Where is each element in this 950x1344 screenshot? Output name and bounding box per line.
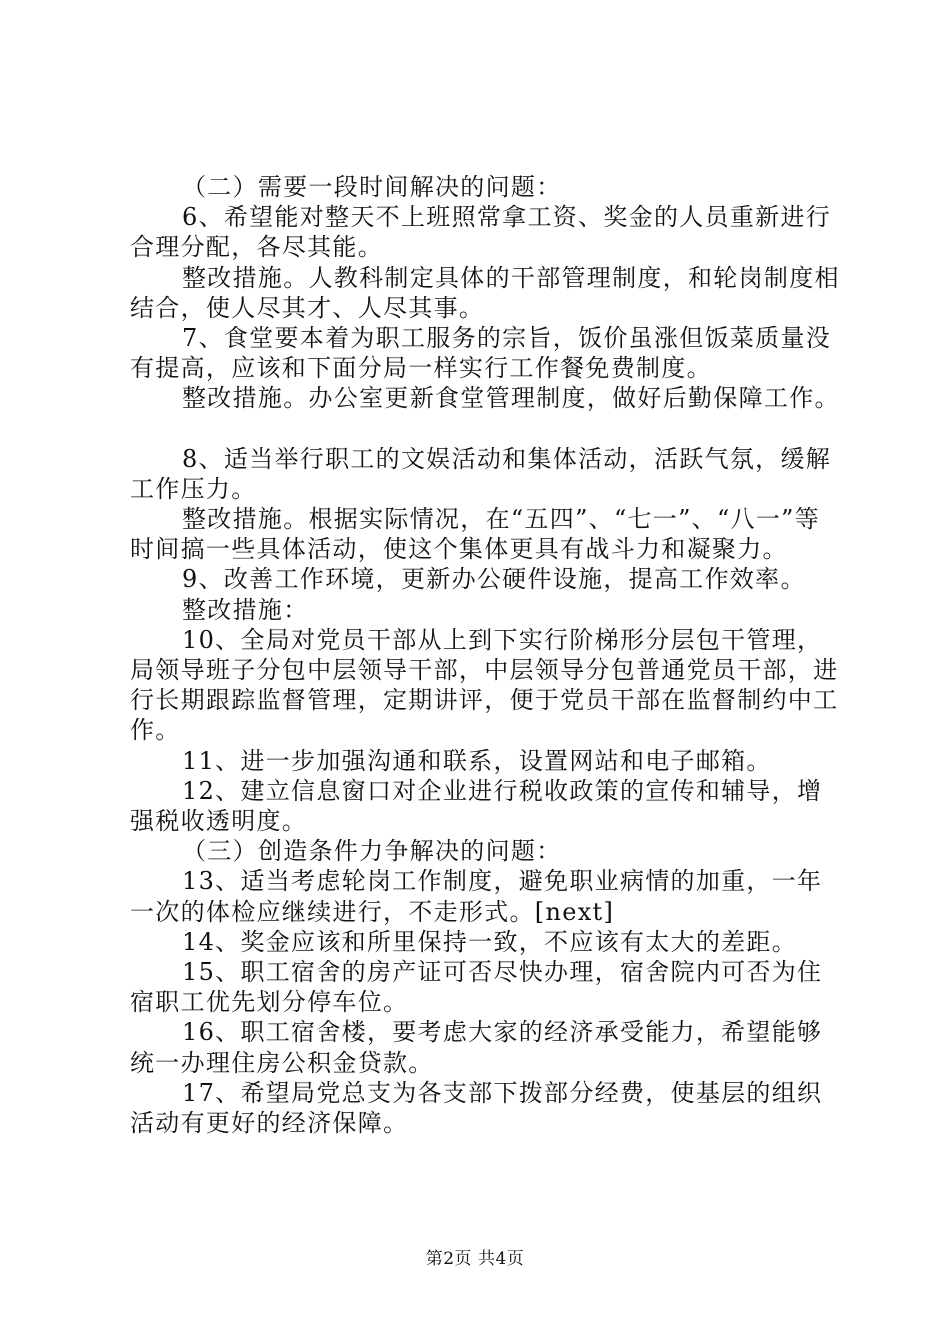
paragraph-item-14: 14、奖金应该和所里保持一致，不应该有太大的差距。 xyxy=(182,927,798,956)
paragraph-measure-label: 整改措施： xyxy=(182,595,309,624)
paragraph-item-15: 15、职工宿舍的房产证可否尽快办理，宿舍院内可否为住宿职工优先划分停车位。 xyxy=(130,958,823,1017)
paragraph-item-13: 13、适当考虑轮岗工作制度，避免职业病情的加重，一年一次的体检应继续进行，不走形式。[next] xyxy=(130,867,823,926)
paragraph-item-16: 16、职工宿舍楼，要考虑大家的经济承受能力，希望能够统一办理住房公积金贷款。 xyxy=(130,1018,823,1077)
paragraph-item-9: 9、改善工作环境，更新办公硬件设施，提高工作效率。 xyxy=(182,565,806,594)
paragraph-measure-8: 整改措施。根据实际情况，在“五四”、“七一”、“八一”等时间搞一些具体活动，使这个集体更具有战斗力和凝聚力。 xyxy=(130,505,821,564)
paragraph-item-12: 12、建立信息窗口对企业进行税收政策的宣传和辅导，增强税收透明度。 xyxy=(130,776,823,836)
paragraph-measure-6: 整改措施。人教科制定具体的干部管理制度，和轮岗制度相结合，使人尽其才、人尽其事。 xyxy=(130,263,840,322)
paragraph-item-8: 8、适当举行职工的文娱活动和集体活动，活跃气氛，缓解工作压力。 xyxy=(130,444,832,503)
paragraph-item-6: 6、希望能对整天不上班照常拿工资、奖金的人员重新进行合理分配，各尽其能。 xyxy=(130,203,832,262)
document-body xyxy=(130,172,840,1138)
paragraph-item-10: 10、全局对党员干部从上到下实行阶梯形分层包干管理，局领导班子分包中层领导干部，中层领导分包普通党员干部，进行长期跟踪监督管理，定期讲评，便于党员干部在监督制约中工作。 xyxy=(130,625,839,745)
paragraph-item-11: 11、进一步加强沟通和联系，设置网站和电子邮箱。 xyxy=(182,746,772,775)
section-heading-2: （二）需要一段时间解决的问题： xyxy=(182,173,562,201)
paragraph-item-17: 17、希望局党总支为各支部下拨部分经费，使基层的组织活动有更好的经济保障。 xyxy=(130,1078,823,1138)
page-footer: 第2页 共4页 xyxy=(425,1249,525,1269)
paragraph-measure-7: 整改措施。办公室更新食堂管理制度，做好后勤保障工作。 xyxy=(182,384,840,413)
paragraph-item-7: 7、食堂要本着为职工服务的宗旨，饭价虽涨但饭菜质量没有提高，应该和下面分局一样实行工作餐免费制度。 xyxy=(130,324,832,383)
paragraph-gap xyxy=(130,414,840,444)
section-heading-3: （三）创造条件力争解决的问题： xyxy=(182,837,562,866)
